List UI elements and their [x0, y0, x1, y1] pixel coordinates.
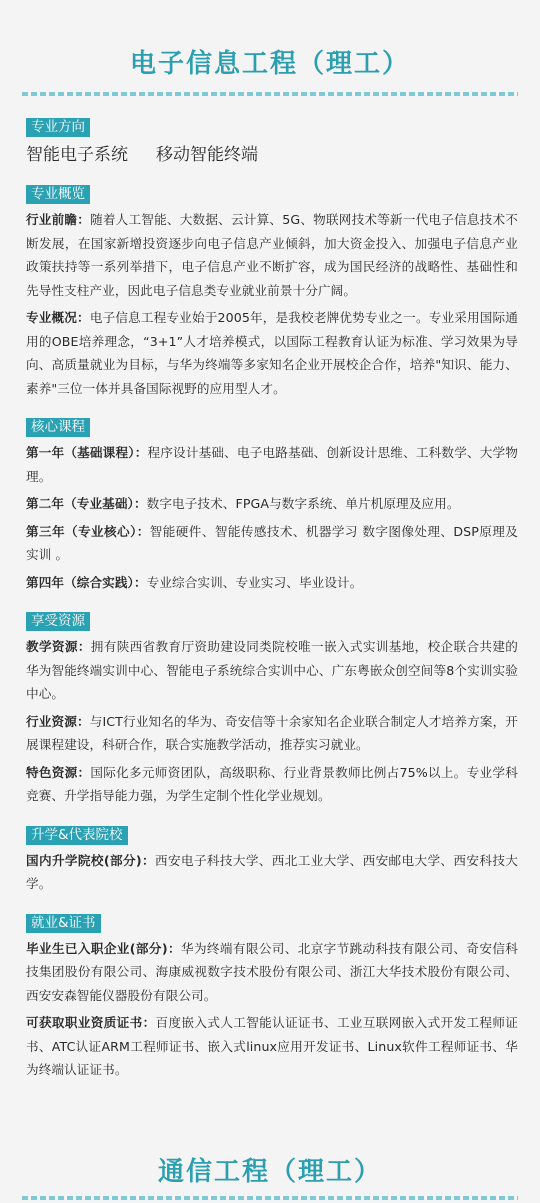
section-tag-direction: 专业方向	[26, 118, 90, 137]
next-major-title: 通信工程（理工）	[157, 1157, 382, 1187]
further-study-schools	[26, 849, 518, 896]
paragraph-label: 第四年（综合实践）：	[26, 574, 147, 590]
paragraph-text: 数字电子技术、FPGA与数字系统、单片机原理及应用。	[146, 496, 460, 511]
paragraph-label: 可获取职业资质证书：	[26, 1015, 156, 1030]
direction-item: 智能电子系统	[26, 145, 128, 165]
paragraph-text: 程序设计基础、电子电路基础、创新设计思维、工科数学、大学物理。	[26, 445, 519, 484]
paragraph-label: 第二年（专业基础）：	[26, 496, 147, 511]
paragraph-label: 教学资源：	[26, 639, 91, 654]
paragraph-text: 华为终端有限公司、北京字节跳动科技有限公司、奇安信科技集团股份有限公司、海康威视数字技术股份有限公司、浙江大华技术股份有限公司、西安安森智能仪器股份有限公司。	[26, 940, 519, 1003]
paragraph-text: 专业综合实训、专业实习、毕业设计。	[146, 574, 363, 590]
course-year-1	[26, 441, 518, 488]
paragraph-text: 电子信息工程专业始于2005年，是我校老牌优势专业之一。专业采用国际通用的OBE培养理念，“3+1”人才培养模式，以国际工程教育认证为标准、学习效果为导向、高质量就业为目标，与华为终端等多家知名企业开展校企合作，培养"知识、能力、素养"三位一体并具备国际视野的应用型人才。	[26, 310, 518, 396]
course-year-4	[26, 571, 518, 595]
certificates-paragraph	[26, 1011, 518, 1082]
resource-special	[26, 761, 518, 808]
paragraph-text: 拥有陕西省教育厅资助建设同类院校唯一嵌入式实训基地，校企联合共建的华为智能终端实训中心、智能电子系统综合实训中心、广东粤嵌众创空间等8个实训实验中心。	[26, 639, 518, 701]
section-tag-jobs: 就业&证书	[26, 914, 101, 933]
employers-paragraph	[26, 937, 518, 1008]
paragraph-text: 与ICT行业知名的华为、奇安信等十余家知名企业联合制定人才培养方案，开展课程建设，科研合作，联合实施教学活动，推荐实习就业。	[26, 713, 518, 752]
paragraph-label: 国内升学院校(部分)：	[26, 852, 156, 868]
resource-teaching	[26, 635, 518, 706]
overview-paragraph	[26, 306, 518, 400]
paragraph-text: 西安电子科技大学、西北工业大学、西安邮电大学、西安科技大学。	[26, 852, 518, 891]
paragraph-text: 国际化多元师资团队，高级职称、行业背景教师比例占75%以上。专业学科竞赛、升学指导能力强，为学生定制个性化学业规划。	[26, 764, 518, 803]
course-year-3	[26, 520, 518, 567]
section-tag-further-study: 升学&代表院校	[26, 826, 128, 845]
page-title: 电子信息工程（理工）	[129, 49, 410, 79]
paragraph-label: 行业资源：	[26, 713, 90, 729]
direction-list	[26, 143, 518, 167]
resource-industry	[26, 710, 518, 757]
overview-paragraph	[26, 208, 518, 302]
paragraph-label: 特色资源：	[26, 764, 91, 780]
paragraph-label: 第三年（专业核心）：	[26, 523, 150, 539]
section-tag-courses: 核心课程	[26, 418, 90, 437]
major-content	[0, 96, 540, 1082]
course-year-2	[26, 492, 518, 516]
paragraph-text: 百度嵌入式人工智能认证证书、工业互联网嵌入式开发工程师证书、ATC认证ARM工程师证书、嵌入式linux应用开发证书、Linux软件工程师证书、华为终端认证证书。	[26, 1015, 518, 1077]
paragraph-label: 毕业生已入职企业(部分)：	[26, 940, 181, 956]
paragraph-label: 专业概况：	[26, 310, 90, 325]
direction-item: 移动智能终端	[156, 145, 258, 165]
section-tag-overview: 专业概览	[26, 185, 90, 204]
paragraph-text: 智能硬件、智能传感技术、机器学习 数字图像处理、DSP原理及实训 。	[26, 523, 518, 562]
section-tag-resources: 享受资源	[26, 612, 90, 631]
paragraph-label: 行业前瞻：	[26, 212, 91, 227]
paragraph-text: 随着人工智能、大数据、云计算、5G、物联网技术等新一代电子信息技术不断发展，在国家新增投资逐步向电子信息产业倾斜，加大资金投入、加强电子信息产业政策扶持等一系列举措下，电子信息产业不断扩容，成为国民经济的战略性、基础性和先导性支柱产业，因此电子信息类专业就业前景十分广阔。	[26, 212, 519, 298]
title-divider	[22, 1196, 518, 1200]
paragraph-label: 第一年（基础课程）：	[26, 445, 148, 460]
